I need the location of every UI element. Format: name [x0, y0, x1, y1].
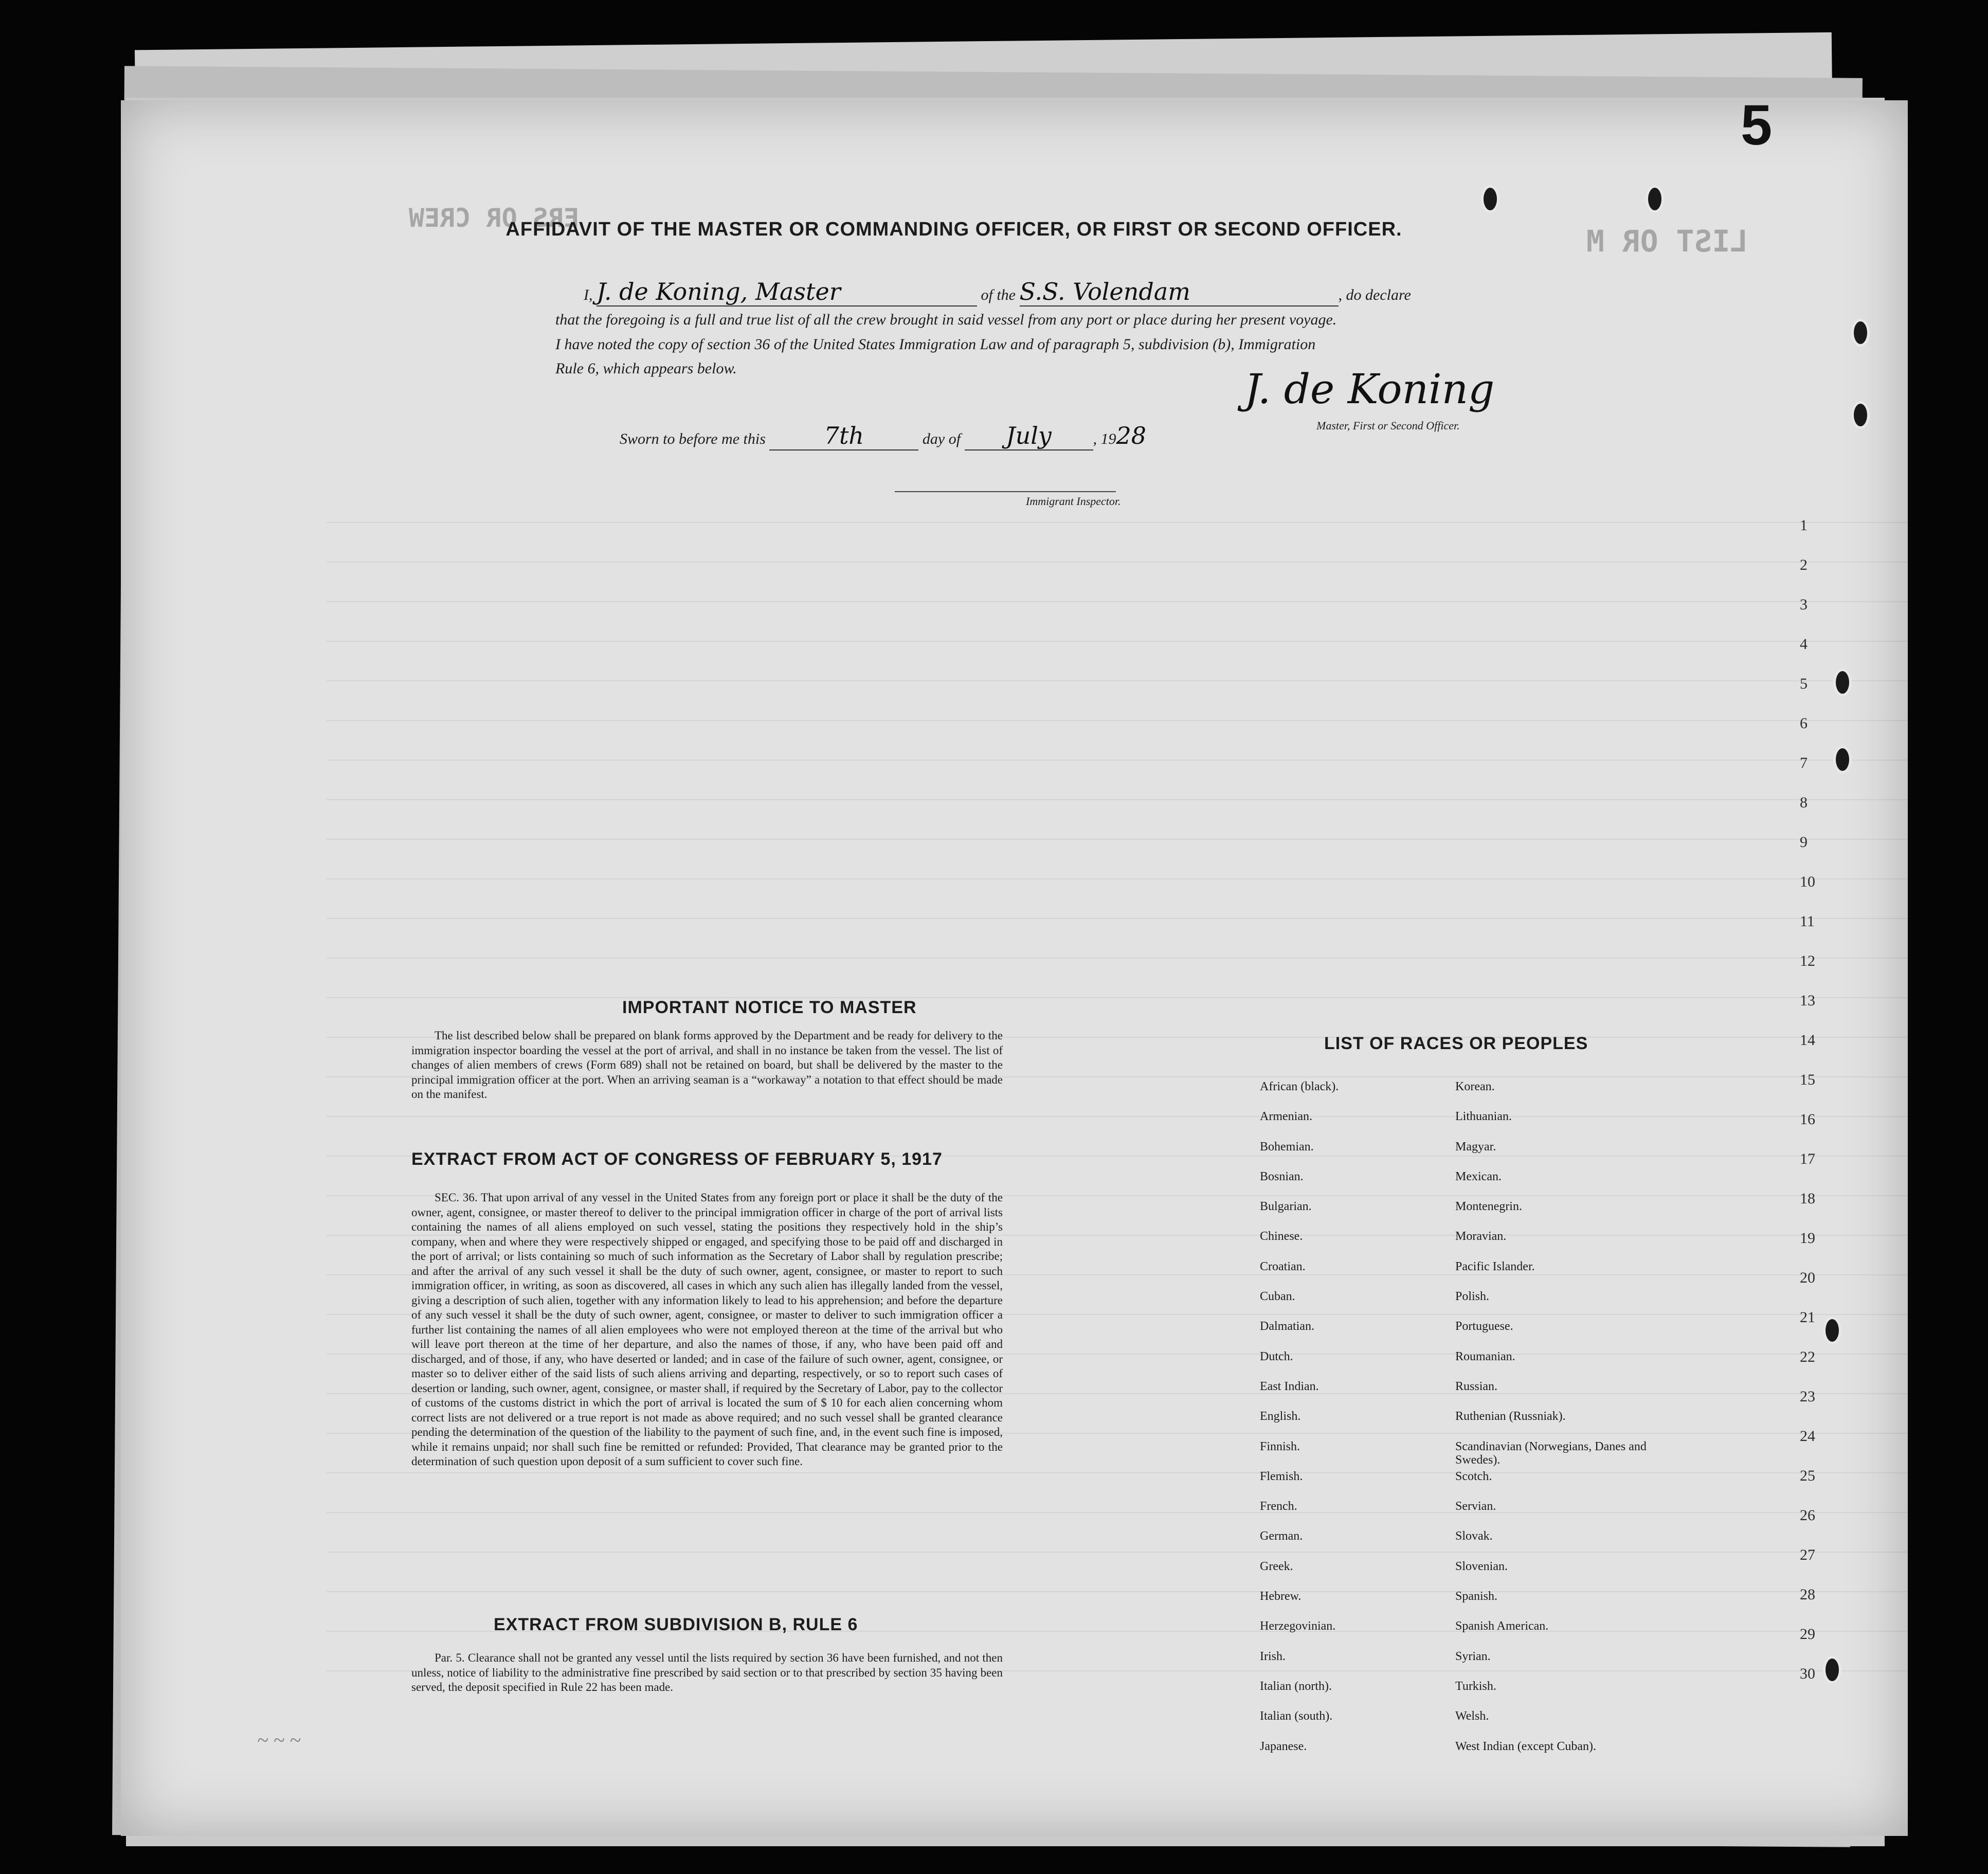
race-item: West Indian (except Cuban).	[1455, 1739, 1596, 1753]
affidavit-title: AFFIDAVIT OF THE MASTER OR COMMANDING OFFICER, OR FIRST OR SECOND OFFICER.	[505, 219, 1402, 240]
punch-hole-icon	[1833, 669, 1852, 696]
row-number: 12	[1800, 952, 1815, 969]
row-number: 23	[1800, 1388, 1815, 1405]
affidavit-text: of the	[981, 286, 1016, 303]
bleed-line	[327, 878, 1921, 879]
race-item: Dalmatian.	[1260, 1320, 1314, 1334]
act-extract-text: SEC. 36. That upon arrival of any vessel in the United States from any foreign port or place it shall be the duty of the owner, agent, consignee, or master thereof to deliver to the principal immigration officer in charge of the port of arrival lists containing the names of all aliens employed on such vessel, stating the positions they respectively hold in the ship’s company, when and where they were respectively shipped or engaged, and specifying those to be paid off and discharged in the port of arrival; or lists containing so much of such information as the Secretary of Labor shall by regulation prescribe; and after the arrival of any such vessel it shall be the duty of such owner, agent, consignee, or master to report to such immigration officer, in writing, as soon as discovered, all cases in which any such alien has illegally landed from the vessel, giving a description of such alien, together with any information likely to lead to his apprehension; and before the departure of any such vessel it shall be the duty of such owner, agent, consignee, or master to deliver to such immigration officer a further list containing the names of all alien employees who were not employed thereon at the time of the arrival but who will leave port thereon at the time of her departure, and also the names of those, if any, who have been paid off and discharged, and of those, if any, who have deserted or landed; and in case of the failure of such owner, agent, consignee, or master so to deliver either of the said lists of such aliens arriving and departing, respectively, or so to report such cases of desertion or landing, such owner, agent, consignee, or master shall, if required by the Secretary of Labor, pay to the collector of customs of the customs district in which the port of arrival is located the sum of $ 10 for each alien concerning whom correct lists are not delivered or a true report is not made as above required; and no such vessel shall be granted clearance pending the determination of the question of the liability to the payment of such fine, and, in the event such fine is imposed, while it remains unpaid; nor shall such fine be remitted or refunded: Provided, That clearance may be granted prior to the determination of such question upon deposit of a sum sufficient to cover such fine.	[411, 1191, 1003, 1468]
bleed-line	[327, 839, 1921, 840]
row-number: 13	[1800, 992, 1815, 1009]
race-item: Slovenian.	[1455, 1559, 1508, 1573]
race-item: Flemish.	[1260, 1469, 1303, 1483]
row-number: 29	[1800, 1626, 1815, 1643]
race-item: Bosnian.	[1260, 1169, 1304, 1183]
race-item: Ruthenian (Russniak).	[1455, 1410, 1566, 1423]
punch-hole-icon	[1823, 1317, 1841, 1344]
row-number: 27	[1800, 1546, 1815, 1563]
bleed-line	[327, 799, 1921, 800]
races-left-column	[1260, 1080, 1455, 1770]
race-item: Finnish.	[1260, 1439, 1300, 1453]
race-item: Bulgarian.	[1260, 1200, 1312, 1214]
race-item: French.	[1260, 1500, 1297, 1513]
row-number: 26	[1800, 1507, 1815, 1524]
vessel-name-handwritten: S.S. Volendam	[1020, 278, 1339, 307]
inspector-signature-line	[895, 491, 1116, 492]
row-number: 3	[1800, 596, 1808, 613]
race-item: Chinese.	[1260, 1230, 1303, 1244]
act-extract-heading: EXTRACT FROM ACT OF CONGRESS OF FEBRUARY 5, 1917	[411, 1149, 943, 1169]
race-item: Spanish.	[1455, 1590, 1498, 1603]
row-number: 14	[1800, 1032, 1815, 1049]
inspector-caption: Immigrant Inspector.	[1026, 495, 1121, 508]
race-item: Greek.	[1260, 1559, 1293, 1573]
sworn-month-handwritten: July	[965, 422, 1093, 451]
officer-caption: Master, First or Second Officer.	[1316, 419, 1460, 432]
race-item: East Indian.	[1260, 1379, 1319, 1393]
punch-hole-icon	[1851, 401, 1870, 429]
race-item: Armenian.	[1260, 1110, 1312, 1124]
sworn-text: Sworn to before me this	[620, 430, 766, 447]
bleed-line	[327, 1552, 1921, 1553]
punch-hole-icon	[1823, 1656, 1841, 1684]
faint-handwriting: ~ ~ ~	[257, 1728, 301, 1752]
row-number: 20	[1800, 1269, 1815, 1286]
sworn-line	[620, 422, 1146, 451]
row-number: 24	[1800, 1428, 1815, 1445]
bleed-line	[327, 958, 1921, 959]
race-item: Polish.	[1455, 1290, 1490, 1304]
race-item: Cuban.	[1260, 1290, 1295, 1304]
sworn-text: , 19	[1093, 430, 1116, 447]
bleed-line	[327, 562, 1921, 563]
bleed-line	[327, 680, 1921, 681]
race-item: Montenegrin.	[1455, 1200, 1522, 1214]
bleed-line	[327, 1472, 1921, 1473]
affidavit-line-1	[584, 278, 1411, 307]
affidavit-text: , do declare	[1338, 286, 1411, 303]
row-number: 2	[1800, 556, 1808, 573]
row-number: 9	[1800, 834, 1808, 851]
row-number: 16	[1800, 1111, 1815, 1128]
race-item: Hebrew.	[1260, 1590, 1302, 1603]
race-item: Pacific Islander.	[1455, 1259, 1535, 1273]
row-number: 11	[1800, 913, 1815, 930]
race-item: Syrian.	[1455, 1649, 1491, 1663]
race-item: Lithuanian.	[1455, 1110, 1512, 1124]
row-number: 4	[1800, 636, 1808, 653]
bleed-line	[327, 522, 1921, 523]
bleed-line	[327, 1591, 1921, 1592]
sworn-year-handwritten: 28	[1116, 422, 1147, 449]
row-number: 22	[1800, 1348, 1815, 1365]
bleed-line	[327, 1512, 1921, 1513]
row-number: 17	[1800, 1150, 1815, 1167]
race-item: African (black).	[1260, 1080, 1339, 1093]
race-item: Italian (south).	[1260, 1709, 1333, 1723]
row-number: 6	[1800, 715, 1808, 732]
race-item: Portuguese.	[1455, 1320, 1513, 1334]
row-number: 5	[1800, 675, 1808, 692]
bleed-line	[327, 760, 1921, 761]
rule-extract-text: Par. 5. Clearance shall not be granted any vessel until the lists required by section 36 have been furnished, and not then unless, notice of liability to the administrative fine prescribed by said section or to that prescribed by section 35 having been served, the deposit specified in Rule 22 has been made.	[411, 1651, 1003, 1693]
punch-hole-icon	[1851, 319, 1870, 347]
punch-hole-icon	[1646, 185, 1664, 213]
row-number: 10	[1800, 873, 1815, 890]
sworn-text: day of	[922, 430, 961, 447]
bleed-line	[327, 720, 1921, 721]
race-item: Korean.	[1455, 1080, 1495, 1093]
race-item: Irish.	[1260, 1649, 1286, 1663]
race-item: Dutch.	[1260, 1349, 1293, 1363]
row-number: 15	[1800, 1071, 1815, 1088]
sworn-day-handwritten: 7th	[769, 422, 918, 451]
bleed-line	[327, 641, 1921, 642]
corner-page-number: 5	[1741, 94, 1773, 157]
race-item: Bohemian.	[1260, 1140, 1314, 1154]
master-name-handwritten: J. de Koning, Master	[597, 278, 977, 307]
row-number: 28	[1800, 1586, 1815, 1603]
race-item: Russian.	[1455, 1379, 1498, 1393]
bleed-line	[327, 601, 1921, 602]
race-item: Italian (north).	[1260, 1679, 1332, 1693]
affidavit-line-2: that the foregoing is a full and true list of all the crew brought in said vessel from any port or place during her present voyage.	[555, 311, 1337, 328]
race-item: Roumanian.	[1455, 1349, 1515, 1363]
notice-text: The list described below shall be prepared on blank forms approved by the Department and be ready for delivery to the immigration inspector boarding the vessel at the port of arrival, and shall in no instance be taken from the vessel. The list of changes of alien members of crews (Form 689) shall not be retained on board, but shall be delivered by the master to the principal immigration officer at the port. When an arriving seaman is a “workaway” a notation to that effect should be made on the manifest.	[411, 1029, 1003, 1101]
row-number: 25	[1800, 1467, 1815, 1484]
row-number: 18	[1800, 1190, 1815, 1207]
notice-heading: IMPORTANT NOTICE TO MASTER	[622, 998, 917, 1017]
affidavit-line-3: I have noted the copy of section 36 of the United States Immigration Law and of paragraph 5, subdivision (b), Immigration	[555, 336, 1316, 353]
race-item: Magyar.	[1455, 1140, 1496, 1154]
row-number: 21	[1800, 1309, 1815, 1326]
race-item: Croatian.	[1260, 1259, 1306, 1273]
affidavit-text: I,	[584, 286, 593, 303]
row-number: 8	[1800, 794, 1808, 811]
races-right-column	[1455, 1080, 1651, 1770]
rule-extract-heading: EXTRACT FROM SUBDIVISION B, RULE 6	[494, 1615, 858, 1634]
race-item: Japanese.	[1260, 1739, 1307, 1753]
races-heading: LIST OF RACES OR PEOPLES	[1324, 1034, 1588, 1053]
punch-hole-icon	[1481, 185, 1499, 213]
row-number: 7	[1800, 754, 1808, 771]
row-number: 1	[1800, 517, 1808, 534]
race-item: Turkish.	[1455, 1679, 1496, 1693]
race-item: Scotch.	[1455, 1469, 1492, 1483]
race-item: Herzegovinian.	[1260, 1619, 1336, 1633]
row-number: 30	[1800, 1665, 1815, 1682]
race-item: Mexican.	[1455, 1169, 1502, 1183]
race-item: Spanish American.	[1455, 1619, 1549, 1633]
race-item: German.	[1260, 1529, 1303, 1543]
race-item: Moravian.	[1455, 1230, 1507, 1244]
race-item: Servian.	[1455, 1500, 1496, 1513]
bleed-through-text: LIST OR M	[1586, 224, 1748, 259]
race-item: Slovak.	[1455, 1529, 1493, 1543]
race-item: Welsh.	[1455, 1709, 1489, 1723]
punch-hole-icon	[1833, 746, 1852, 773]
bleed-line	[327, 1116, 1921, 1117]
bleed-through-text: ERS OR CREW	[409, 203, 580, 233]
race-item: Scandinavian (Norwegians, Danes and Swedes).	[1455, 1439, 1647, 1467]
row-number: 19	[1800, 1230, 1815, 1247]
affidavit-line-4: Rule 6, which appears below.	[555, 360, 737, 377]
officer-signature: J. de Koning	[1244, 365, 1495, 413]
race-item: English.	[1260, 1410, 1301, 1423]
bleed-line	[327, 918, 1921, 919]
bleed-line	[327, 997, 1921, 998]
